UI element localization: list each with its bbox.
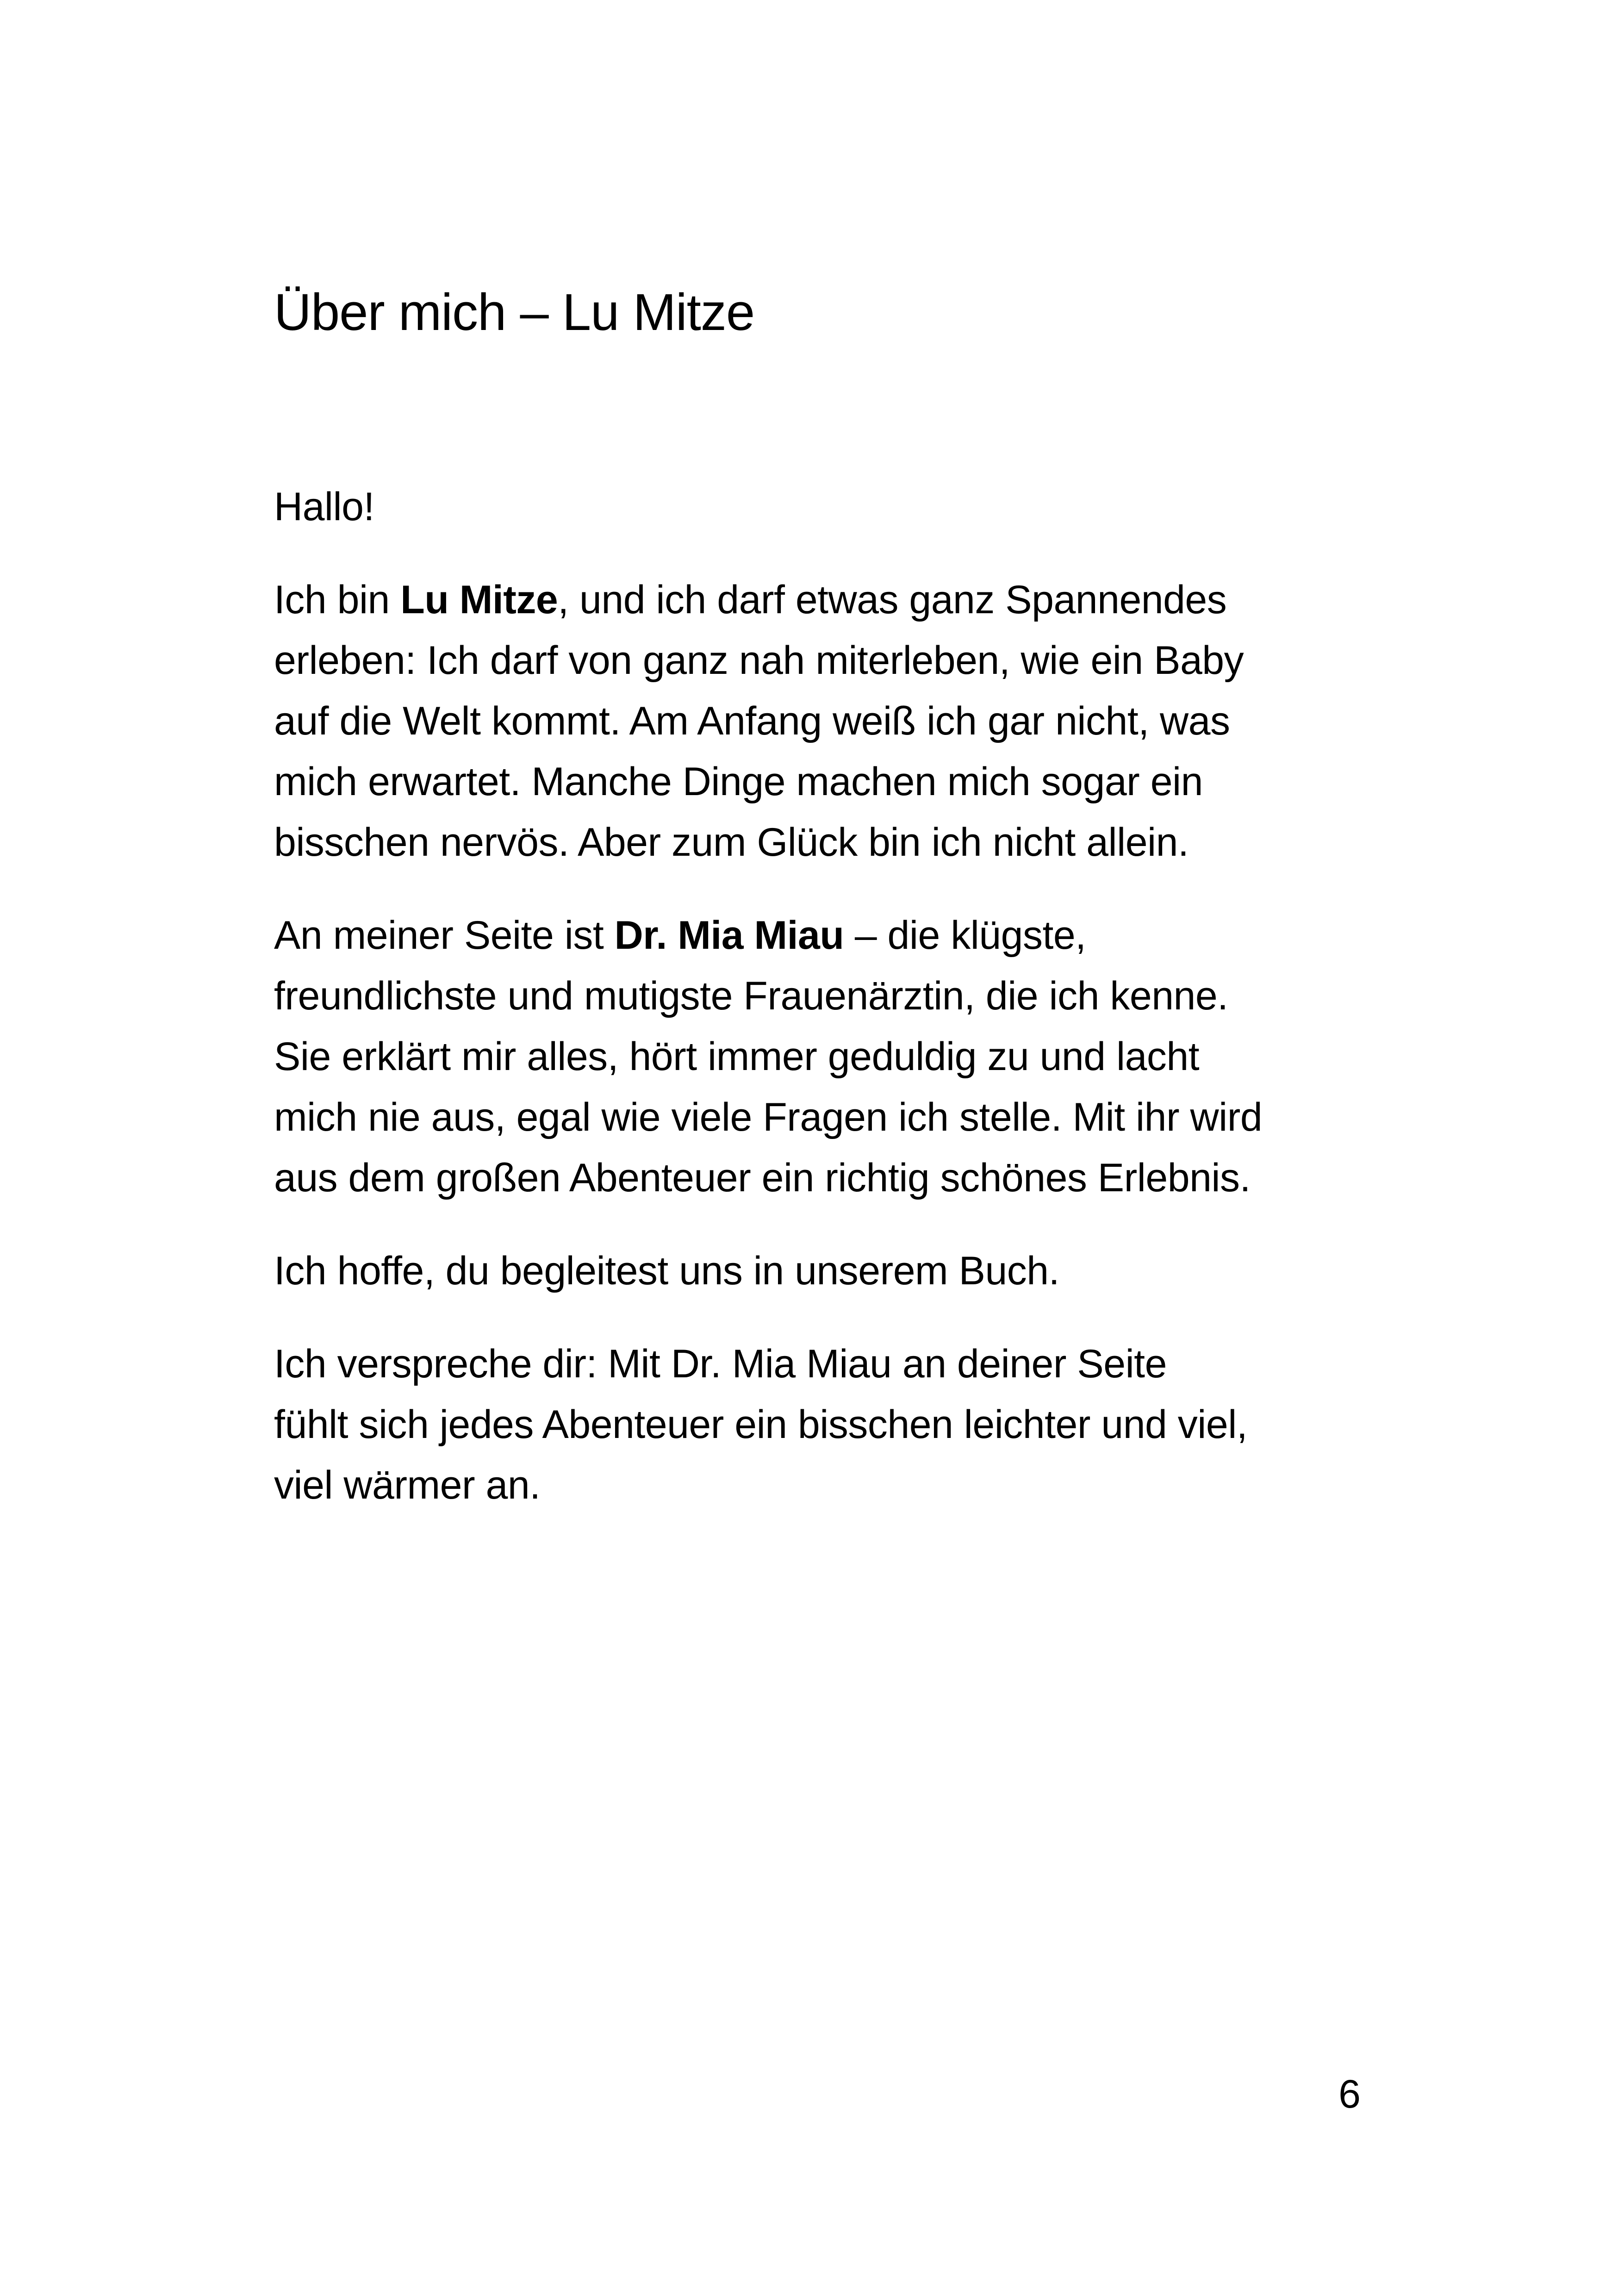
intro-line-2: erleben: Ich darf von ganz nah miterleben, wie ein Baby (274, 638, 1244, 683)
character-name-dr-mia-miau: Dr. Mia Miau (614, 913, 844, 958)
promise-line-2: fühlt sich jedes Abenteuer ein bisschen leichter und viel, (274, 1402, 1248, 1447)
greeting-paragraph (274, 477, 1375, 537)
intro-line-3: auf die Welt kommt. Am Anfang weiß ich gar nicht, was (274, 699, 1230, 743)
promise-line-1: Ich verspreche dir: Mit Dr. Mia Miau an deiner Seite (274, 1342, 1167, 1386)
doctor-line-4: mich nie aus, egal wie viele Fragen ich stelle. Mit ihr wird (274, 1095, 1263, 1139)
hope-paragraph (274, 1241, 1375, 1301)
doctor-line-3: Sie erklärt mir alles, hört immer geduldig zu und lacht (274, 1034, 1200, 1079)
hope-line: Ich hoffe, du begleitest uns in unserem Buch. (274, 1249, 1059, 1293)
body-text (274, 477, 1375, 1516)
intro-line-1-start: Ich bin (274, 578, 401, 622)
doctor-line-1-end: – die klügste, (844, 913, 1086, 958)
page-title: Über mich – Lu Mitze (274, 283, 755, 341)
doctor-line-2: freundlichste und mutigste Frauenärztin, die ich kenne. (274, 974, 1228, 1018)
doctor-line-1-start: An meiner Seite ist (274, 913, 615, 958)
page-content (274, 278, 1375, 1548)
promise-paragraph (274, 1334, 1375, 1516)
character-name-lu-mitze: Lu Mitze (400, 578, 558, 622)
doctor-paragraph (274, 905, 1375, 1208)
greeting-text: Hallo! (274, 485, 374, 529)
intro-line-1 (274, 570, 1375, 630)
intro-paragraph (274, 570, 1375, 873)
page-number: 6 (1338, 2072, 1361, 2116)
doctor-line-1 (274, 905, 1375, 966)
intro-line-5: bisschen nervös. Aber zum Glück bin ich nicht allein. (274, 820, 1189, 865)
doctor-line-5: aus dem großen Abenteuer ein richtig schönes Erlebnis. (274, 1156, 1251, 1200)
promise-line-3: viel wärmer an. (274, 1463, 541, 1507)
intro-line-1-end: , und ich darf etwas ganz Spannendes (558, 578, 1227, 622)
intro-line-4: mich erwartet. Manche Dinge machen mich sogar ein (274, 759, 1203, 804)
